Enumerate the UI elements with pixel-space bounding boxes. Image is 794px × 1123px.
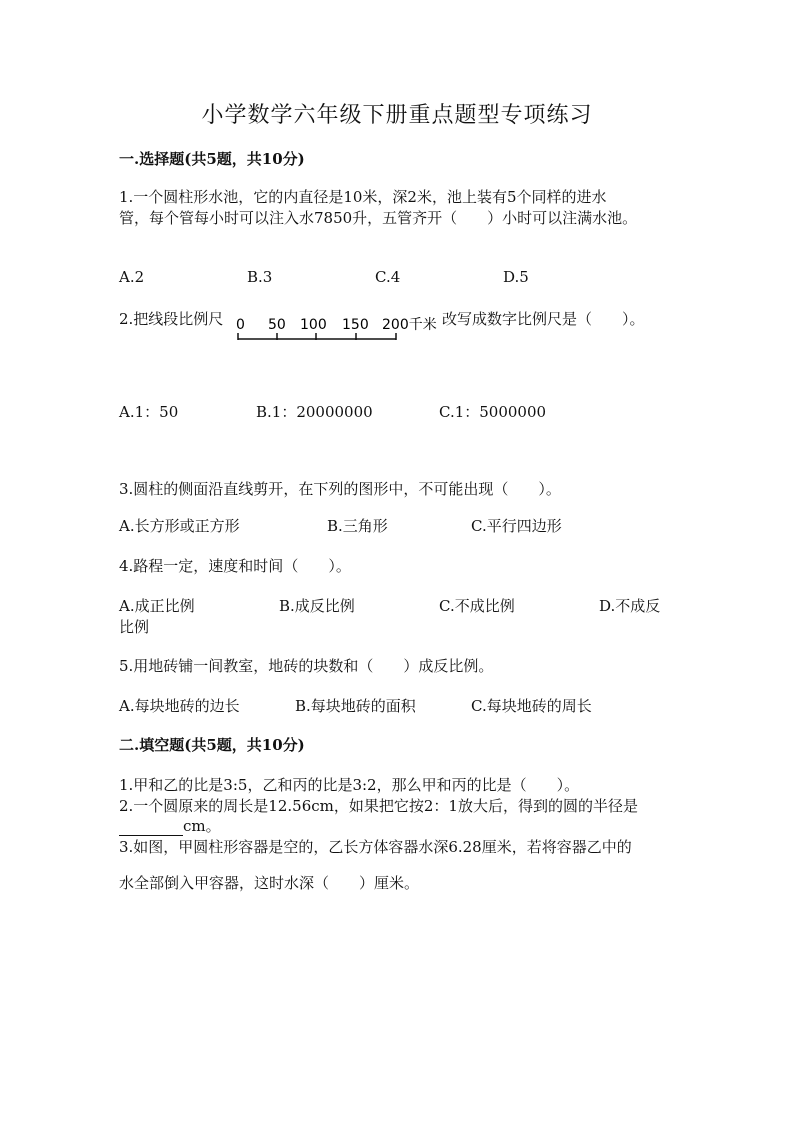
q4-option-d: D.不成反 [599, 597, 661, 615]
section-2-heading: 二.填空题(共5题，共10分) [119, 736, 305, 754]
fill-q2-suffix: cm。 [183, 817, 221, 835]
q1-option-a: A.2 [119, 268, 145, 286]
q4-option-c: C.不成比例 [439, 597, 515, 615]
q5-text: 5.用地砖铺一间教室，地砖的块数和（ ）成反比例。 [119, 657, 494, 675]
q1-option-c: C.4 [375, 268, 401, 286]
q4-option-b: B.成反比例 [279, 597, 355, 615]
fill-q3-line1: 3.如图，甲圆柱形容器是空的，乙长方体容器水深6.28厘米，若将容器乙中的 [119, 838, 632, 856]
q1-line1: 1.一个圆柱形水池，它的内直径是10米，深2米，池上装有5个同样的进水 [119, 188, 607, 206]
q2-prefix: 2.把线段比例尺 [119, 310, 224, 328]
q2-option-c: C.1：5000000 [439, 403, 547, 421]
q1-line2: 管，每个管每小时可以注入水7850升，五管齐开（ ）小时可以注满水池。 [119, 209, 638, 227]
page-title: 小学数学六年级下册重点题型专项练习 [201, 103, 593, 128]
q3-option-b: B.三角形 [327, 517, 388, 535]
q5-option-a: A.每块地砖的边长 [119, 697, 240, 715]
q4-option-a: A.成正比例 [119, 597, 195, 615]
section-1-heading: 一.选择题(共5题，共10分) [119, 150, 305, 168]
scale-bar-figure [232, 310, 442, 346]
q1-option-d: D.5 [503, 268, 529, 286]
q3-option-c: C.平行四边形 [471, 517, 562, 535]
answer-blank [119, 821, 183, 836]
scale-tick-200: 200千米 [382, 317, 437, 333]
scale-tick-150: 150 [342, 317, 369, 333]
q2-option-a: A.1：50 [119, 403, 179, 421]
q5-option-b: B.每块地砖的面积 [295, 697, 416, 715]
fill-q1: 1.甲和乙的比是3:5，乙和丙的比是3:2，那么甲和丙的比是（ ）。 [119, 776, 580, 794]
q1-option-b: B.3 [247, 268, 273, 286]
fill-q2-line2 [119, 815, 221, 836]
scale-tick-50: 50 [268, 317, 286, 333]
fill-q2-line1: 2.一个圆原来的周长是12.56cm，如果把它按2：1放大后，得到的圆的半径是 [119, 797, 638, 815]
q5-option-c: C.每块地砖的周长 [471, 697, 592, 715]
q4-text: 4.路程一定，速度和时间（ ）。 [119, 557, 351, 575]
q2-option-b: B.1：20000000 [256, 403, 373, 421]
q4-option-d-wrap: 比例 [119, 618, 150, 636]
q2-suffix: 改写成数字比例尺是（ ）。 [442, 310, 645, 328]
fill-q3-line2: 水全部倒入甲容器，这时水深（ ）厘米。 [119, 874, 420, 892]
q3-option-a: A.长方形或正方形 [119, 517, 240, 535]
scale-tick-100: 100 [300, 317, 327, 333]
q3-text: 3.圆柱的侧面沿直线剪开，在下列的图形中，不可能出现（ ）。 [119, 480, 561, 498]
scale-tick-0: 0 [236, 317, 245, 333]
